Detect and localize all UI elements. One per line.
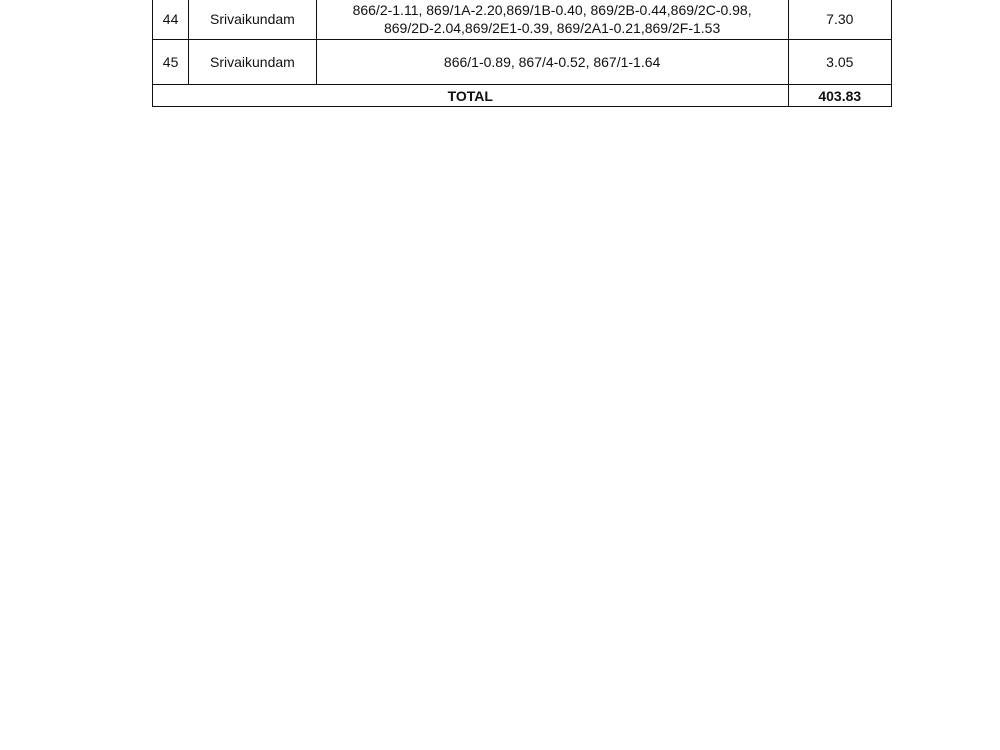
- survey-numbers-cell: [316, 40, 788, 85]
- total-row: [153, 85, 892, 107]
- table-row: [153, 40, 892, 85]
- total-value: 403.83: [788, 85, 891, 107]
- survey-numbers-line: 869/2D-2.04,869/2E1-0.39, 869/2A1-0.21,869/2F-1.53: [383, 20, 721, 36]
- survey-numbers-line: 866/2-1.11, 869/1A-2.20,869/1B-0.40, 869/2B-0.44,869/2C-0.98,: [352, 2, 752, 18]
- village-cell: Srivaikundam: [189, 40, 317, 85]
- serial-number-cell: 45: [153, 40, 189, 85]
- extent-cell: 7.30: [788, 0, 891, 40]
- extent-cell: 3.05: [788, 40, 891, 85]
- total-label: TOTAL: [153, 85, 789, 107]
- survey-numbers-cell: [316, 0, 788, 40]
- table-row: [153, 0, 892, 40]
- serial-number-cell: 44: [153, 0, 189, 40]
- village-cell: Srivaikundam: [189, 0, 317, 40]
- land-details-table: [152, 0, 892, 107]
- survey-numbers-line: 866/1-0.89, 867/4-0.52, 867/1-1.64: [443, 54, 661, 70]
